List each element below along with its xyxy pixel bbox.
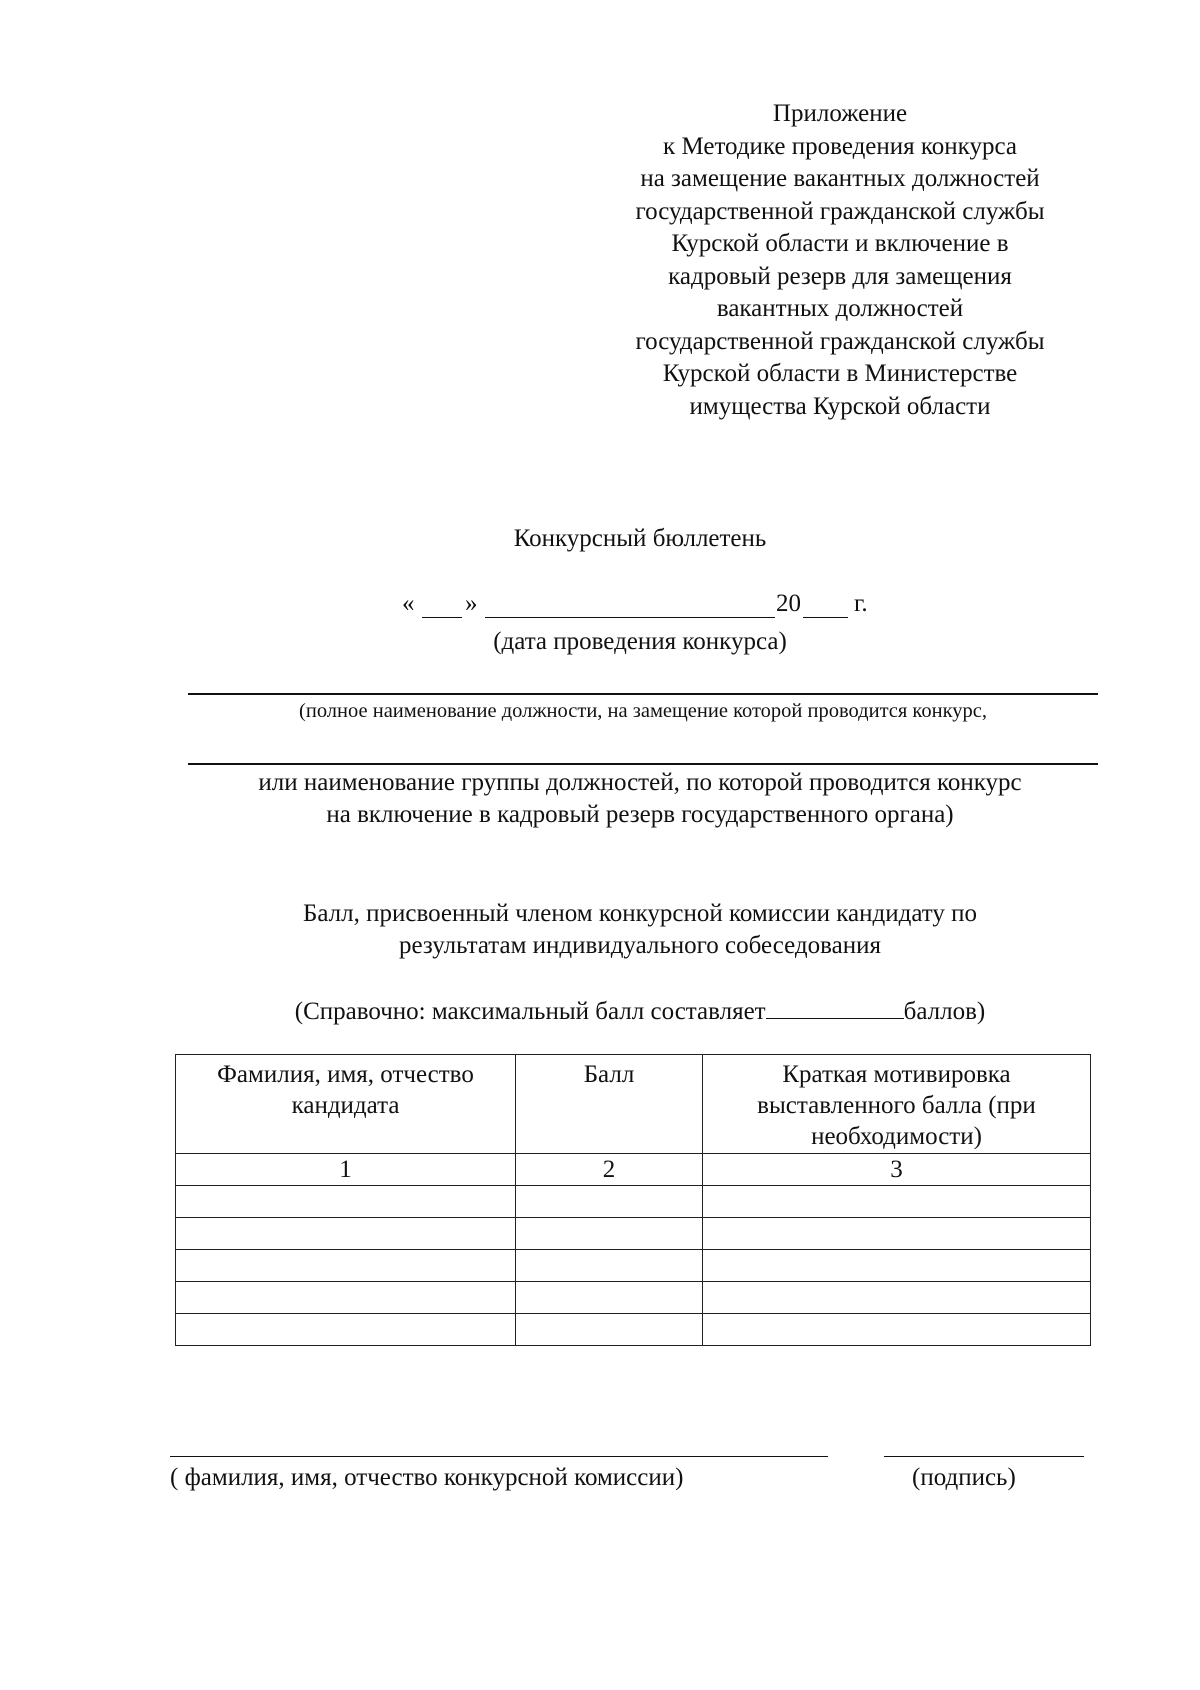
header-motivation: Краткая мотивировка выставленного балла (при необходимости) <box>703 1055 1091 1154</box>
name-cell[interactable] <box>176 1218 516 1250</box>
score-heading <box>160 898 1120 962</box>
appendix-line: Приложение <box>772 100 908 127</box>
score-cell[interactable] <box>516 1314 703 1346</box>
max-score-suffix: баллов) <box>903 998 986 1025</box>
max-score-prefix: (Справочно: максимальный балл составляет <box>294 998 766 1025</box>
score-heading-line: Балл, присвоенный членом конкурсной комиссии кандидату по <box>303 900 977 927</box>
date-close-quote: » <box>465 590 478 617</box>
appendix-line: имущества Курской области <box>689 392 991 420</box>
name-caption: ( фамилия, имя, отчество конкурсной комиссии) <box>170 1464 684 1491</box>
table-header-row <box>176 1055 1091 1154</box>
table-row <box>176 1250 1091 1282</box>
score-cell[interactable] <box>516 1186 703 1218</box>
position-caption: (полное наименование должности, на замещение которой проводится конкурс, <box>299 700 987 722</box>
position-rule <box>188 693 1098 695</box>
date-fill-line <box>400 590 900 624</box>
motivation-cell[interactable] <box>703 1186 1091 1218</box>
column-number: 2 <box>516 1154 703 1186</box>
motivation-cell[interactable] <box>703 1218 1091 1250</box>
table-row <box>176 1314 1091 1346</box>
group-caption-line: на включение в кадровый резерв государственного органа) <box>326 801 954 828</box>
column-number-row <box>176 1154 1091 1186</box>
appendix-line: Курской области в Министерстве <box>662 360 1018 387</box>
max-score-blank <box>766 996 904 1019</box>
score-table <box>175 1054 1091 1346</box>
motivation-cell[interactable] <box>703 1250 1091 1282</box>
appendix-header <box>590 98 1090 423</box>
name-cell[interactable] <box>176 1282 516 1314</box>
score-cell[interactable] <box>516 1250 703 1282</box>
day-blank <box>422 617 462 618</box>
year-prefix: 20 <box>776 590 801 617</box>
month-blank <box>485 617 775 618</box>
year-suffix: г. <box>854 590 868 617</box>
name-cell[interactable] <box>176 1250 516 1282</box>
score-cell[interactable] <box>516 1282 703 1314</box>
name-cell[interactable] <box>176 1314 516 1346</box>
bulletin-title: Конкурсный бюллетень <box>513 525 767 552</box>
appendix-line: государственной гражданской службы <box>635 327 1045 355</box>
signature-line <box>884 1456 1084 1457</box>
header-candidate-name: Фамилия, имя, отчество кандидата <box>176 1055 516 1154</box>
header-score: Балл <box>516 1055 703 1154</box>
name-cell[interactable] <box>176 1186 516 1218</box>
table-row <box>176 1282 1091 1314</box>
motivation-cell[interactable] <box>703 1314 1091 1346</box>
max-score-note <box>160 996 1120 1028</box>
column-number: 1 <box>176 1154 516 1186</box>
score-heading-line: результатам индивидуального собеседования <box>399 932 881 959</box>
date-open-quote: « <box>402 590 415 617</box>
appendix-line: государственной гражданской службы <box>635 197 1045 225</box>
group-caption <box>160 767 1120 831</box>
score-cell[interactable] <box>516 1218 703 1250</box>
name-signature-line <box>170 1456 828 1457</box>
date-caption: (дата проведения конкурса) <box>493 628 787 655</box>
appendix-line: на замещение вакантных должностей <box>640 165 1040 192</box>
signature-caption: (подпись) <box>912 1464 1016 1491</box>
motivation-cell[interactable] <box>703 1282 1091 1314</box>
column-number: 3 <box>703 1154 1091 1186</box>
table-row <box>176 1218 1091 1250</box>
year-blank <box>803 617 848 618</box>
appendix-line: Курской области и включение в <box>671 230 1009 257</box>
table-row <box>176 1186 1091 1218</box>
group-rule <box>188 763 1098 765</box>
appendix-line: кадровый резерв для замещения <box>668 262 1012 290</box>
appendix-line: вакантных должностей <box>716 295 964 322</box>
group-caption-line: или наименование группы должностей, по которой проводится конкурс <box>258 769 1022 796</box>
appendix-line: к Методике проведения конкурса <box>663 132 1017 160</box>
